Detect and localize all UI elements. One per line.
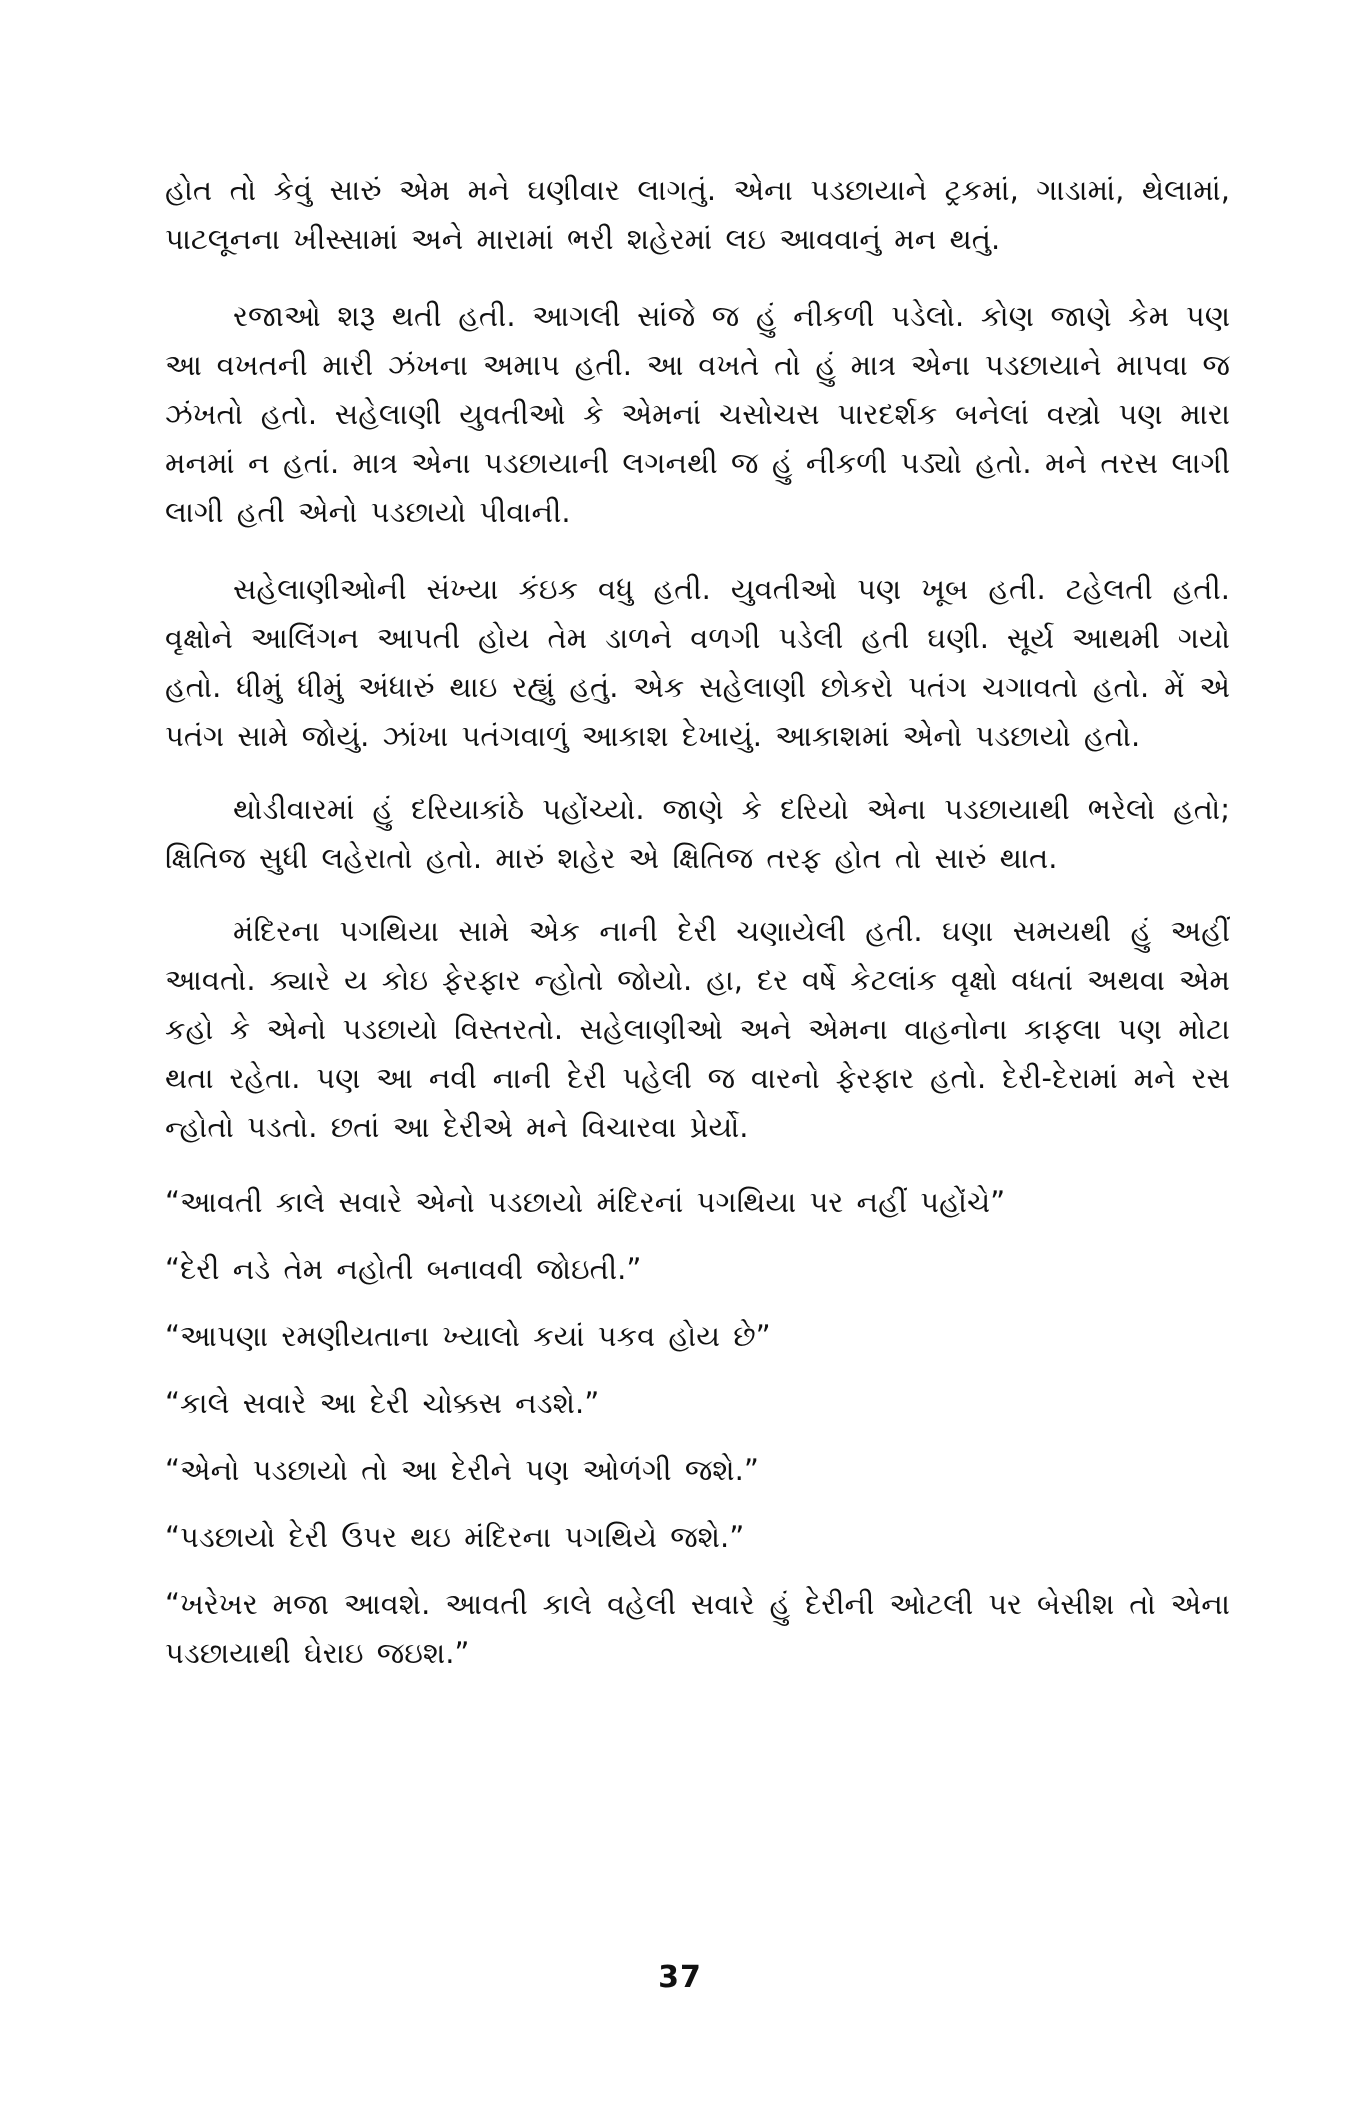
- dialogue-line: “એનો પડછાયો તો આ દેરીને પણ ઓળંગી જશે.”: [165, 1453, 759, 1487]
- page-number: 37: [658, 1960, 702, 1995]
- dialogue-line: “ખરેખર મજા આવશે. આવતી કાલે વહેલી સવારે હું દેરીની ઓટલી પર બેસીશ તો એના પડછાયાથી ઘેરાઇ જઇશ.”: [165, 1587, 1230, 1670]
- paragraph: થોડીવારમાં હું દરિયાકાંઠે પહોંચ્યો. જાણે કે દરિયો એના પડછાયાથી ભરેલો હતો; ક્ષિતિજ સુધી લહેરાતો હતો. મારું શહેર એ ક્ષિતિજ તરફ હોત તો સારું થાત.: [165, 792, 1230, 875]
- dialogue-line: “દેરી નડે તેમ નહોતી બનાવવી જોઇતી.”: [165, 1252, 642, 1286]
- paragraph: મંદિરના પગથિયા સામે એક નાની દેરી ચણાયેલી હતી. ઘણા સમયથી હું અહીં આવતો. ક્યારે ય કોઇ ફેરફાર ન્હોતો જોયો. હા, દર વર્ષે કેટલાંક વૃક્ષો વધતાં અથવા એમ કહો કે એનો પડછાયો વિસ્તરતો. સહેલાણીઓ અને એમના વાહનોના કાફલા પણ મોટા થતા રહેતા. પણ આ નવી નાની દેરી પહેલી જ વારનો ફેરફાર હતો. દેરી-દેરામાં મને રસ ન્હોતો પડતો. છતાં આ દેરીએ મને વિચારવા પ્રેર્યો.: [165, 914, 1230, 1144]
- dialogue-line: “કાલે સવારે આ દેરી ચોક્કસ નડશે.”: [165, 1386, 600, 1420]
- dialogue-line: “આપણા રમણીયતાના ખ્યાલો કયાં પકવ હોય છે”: [165, 1319, 771, 1353]
- dialogue-line: “પડછાયો દેરી ઉપર થઇ મંદિરના પગથિયે જશે.”: [165, 1520, 745, 1554]
- paragraph: રજાઓ શરૂ થતી હતી. આગલી સાંજે જ હું નીકળી પડેલો. કોણ જાણે કેમ પણ આ વખતની મારી ઝંખના અમાપ હતી. આ વખતે તો હું માત્ર એના પડછાયાને માપવા જ ઝંખતો હતો. સહેલાણી યુવતીઓ કે એમનાં ચસોચસ પારદર્શક બનેલાં વસ્ત્રો પણ મારા મનમાં ન હતાં. માત્ર એના પડછાયાની લગનથી જ હું નીકળી પડ્યો હતો. મને તરસ લાગી લાગી હતી એનો પડછાયો પીવાની.: [165, 299, 1230, 529]
- paragraph-continued: હોત તો કેવું સારું એમ મને ઘણીવાર લાગતું. એના પડછાયાને ટ્રકમાં, ગાડામાં, થેલામાં, પાટલૂનના ખીસ્સામાં અને મારામાં ભરી શહેરમાં લઇ આવવાનું મન થતું.: [165, 173, 1230, 256]
- dialogue-line: “આવતી કાલે સવારે એનો પડછાયો મંદિરનાં પગથિયા પર નહીં પહોંચે”: [165, 1185, 1006, 1219]
- paragraph: સહેલાણીઓની સંખ્યા કંઇક વધુ હતી. યુવતીઓ પણ ખૂબ હતી. ટહેલતી હતી. વૃક્ષોને આલિંગન આપતી હોય તેમ ડાળને વળગી પડેલી હતી ઘણી. સૂર્ય આથમી ગયો હતો. ધીમું ધીમું અંધારું થાઇ રહ્યું હતું. એક સહેલાણી છોકરો પતંગ ચગાવતો હતો. મેં એ પતંગ સામે જોયું. ઝાંખા પતંગવાળું આકાશ દેખાયું. આકાશમાં એનો પડછાયો હતો.: [165, 572, 1230, 753]
